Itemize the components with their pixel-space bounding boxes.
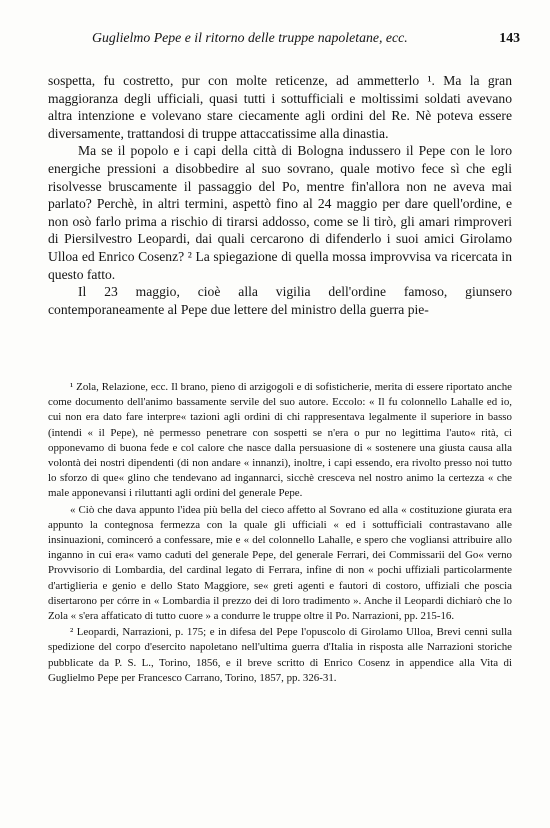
page-number: 143 [499, 30, 520, 45]
paragraph-2: Ma se il popolo e i capi della città di Bologna indussero il Pepe con le loro energiche pressioni a disobbedire al suo sovrano, quale motivo fece sì che egli risolvesse bruscamente il passaggio del Po, mentre fin'allora non ne aveva mai parlato? Perchè, in altri termini, aspettò fino al 24 maggio per dare quell'ordine, e non osò farlo prima a rischio di tirarsi addosso, come se li tirò, gli amari rimproveri di Piersilvestro Leopardi, dai quali cercarono di difenderlo i suoi amici Girolamo Ulloa ed Enrico Cosenz? ² La spiegazione di quella mossa improvvisa va ricercata in questo fatto. [48, 143, 512, 282]
footnotes [48, 380, 512, 687]
paragraph-3: Il 23 maggio, cioè alla vigilia dell'ordine famoso, giunsero contemporaneamente al Pepe due lettere del ministro della guerra pie- [48, 284, 512, 317]
footnote-1-part-a: ¹ Zola, Relazione, ecc. Il brano, pieno di arzigogoli e di sofisticherie, merita di essere riportato anche come documento dell'animo bassamente servile del suo autore. Eccolo: « Il fu colonnello Lahalle ed io, cui non era dato fare interpre« tazioni agli ordini di chi rappresentava legalmente il superiore in basso (intendi « il Pepe), nè permesso penetrare con sospetti se n'era o pur no legittima l'auto« rità, ci opponevamo di buona fede e col calore che nasce dalla persuasione di « sostenere una giusta causa alla volontà dei nostri dipendenti (di non andare « innanzi), inoltre, i capi essendo, era rivolto presso noi tutto lo sforzo di que« glino che tendevano ad ingannarci, sicchè cresceva nel nostro animo la certezza « che male apponevansi i riluttanti agli ordini del generale Pepe. [48, 381, 512, 500]
paragraph-1: sospetta, fu costretto, pur con molte reticenze, ad ammetterlo ¹. Ma la gran maggioranza degli ufficiali, quasi tutti i sottufficiali e moltissimi soldati avevano altra intenzione e volevano stare ciecamente agli ordini del Re. Nè poteva essere diversamente, trattandosi di truppe attaccatissime alla dinastia. [48, 73, 512, 141]
running-title: Guglielmo Pepe e il ritorno delle truppe napoletane, ecc. [92, 30, 408, 45]
footnote-1-part-b: « Ciò che dava appunto l'idea più bella del cieco affetto al Sovrano ed alla « costituzione giurata era appunto la contegnosa fermezza con la quale gli ufficiali « ed i sottufficiali contrastavano alle insinuazioni, cominceró a confessare, mie e « del colonnello Lahalle, e spero che vogliansi attribuire allo inganno in cui era« vamo caduti del generale Pepe, del generale Ferrari, dei Commissarii del Go« verno Provvisorio di Lombardia, del cardinal legato di Ferrara, infine di non « pochi uffiziali particolarmente d'artiglieria e genio e dello Stato Maggiore, se« greti agenti e fautori di costoro, uffiziali che poscia disertarono per córre in « Lombardia il prezzo dei di loro tradimento ». Anche il Leopardi dichiarò che lo Zola « s'era affaticato di tutto cuore » a condurre le truppe oltre il Po. Narrazioni, pp. 215-16. [48, 503, 512, 623]
footnote-2: ² Leopardi, Narrazioni, p. 175; e in difesa del Pepe l'opuscolo di Girolamo Ulloa, Brevi cenni sulla spedizione del corpo d'esercito napoletano nell'ultima guerra d'Italia in risposta alle Narrazioni storiche pubblicate da P. S. L., Torino, 1856, e il breve scritto di Enrico Cosenz in appendice alla Vita di Guglielmo Pepe per Francesco Carrano, Torino, 1857, pp. 326-31. [48, 626, 512, 684]
main-text [48, 72, 512, 318]
running-header [92, 30, 520, 50]
